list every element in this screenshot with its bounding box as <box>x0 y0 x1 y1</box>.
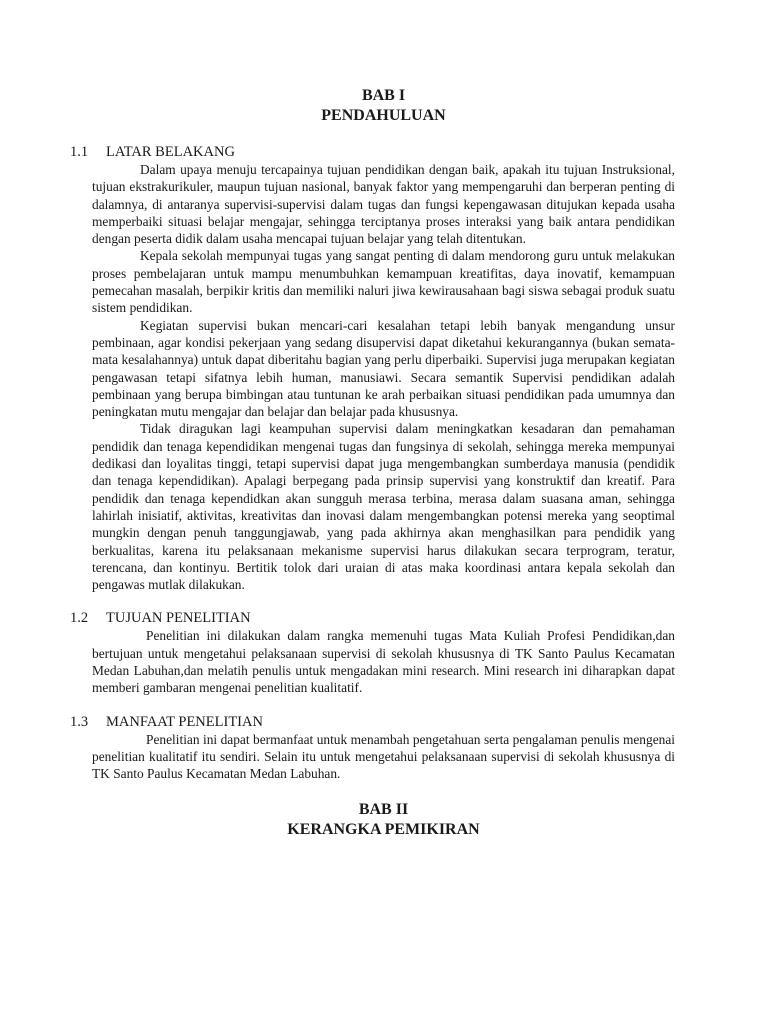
section-number: 1.2 <box>70 610 89 627</box>
section-heading <box>70 610 675 627</box>
paragraph: Dalam upaya menuju tercapainya tujuan pendidikan dengan baik, apakah itu tujuan Instruksional, tujuan ekstrakurikuler, maupun tujuan nasional, banyak faktor yang mempengaruhi dan berperan penting di dalamnya, di antaranya supervisi-supervisi dalam tugas dan fungsi kepengawasan ditujukan kepada usaha memperbaiki situasi belajar mengajar, sehingga terciptanya proses interaksi yang baik antara pendidikan dengan peserta didik dalam usaha mencapai tujuan belajar yang telah ditentukan. <box>92 162 675 247</box>
chapter-2-heading <box>92 800 675 840</box>
section-title: TUJUAN PENELITIAN <box>106 610 251 627</box>
chapter-title: KERANGKA PEMIKIRAN <box>287 820 480 838</box>
section-tujuan-penelitian <box>70 610 675 696</box>
paragraph: Kepala sekolah mempunyai tugas yang sangat penting di dalam mendorong guru untuk melakukan proses pembelajaran untuk mampu menumbuhkan kemampuan kreatifitas, daya inovatif, kemampuan pemecahan masalah, berpikir kritis dan memiliki naluri jiwa kewirausahaan bagi siswa sebagai produk suatu sistem pendidikan. <box>92 248 675 316</box>
paragraph: Kegiatan supervisi bukan mencari-cari kesalahan tetapi lebih banyak mengandung unsur pembinaan, agar kondisi pekerjaan yang sedang disupervisi dapat diketahui kekurangannya (bukan semata-mata kesalahannya) untuk dapat diberitahu bagian yang perlu diperbaiki. Supervisi juga merupakan kegiatan pengawasan tetapi sifatnya lebih human, manusiawi. Secara semantik Supervisi pendidikan adalah pembinaan yang berupa bimbingan atau tuntunan ke arah perbaikan situasi pendidikan pada umumnya dan peningkatan mutu mengajar dan belajar dan belajar pada khususnya. <box>92 317 675 420</box>
chapter-title: PENDAHULUAN <box>321 107 446 124</box>
section-heading <box>70 714 675 731</box>
section-number: 1.1 <box>70 144 89 160</box>
section-title: LATAR BELAKANG <box>106 144 235 160</box>
chapter-number: BAB I <box>361 87 406 104</box>
chapter-1-heading <box>92 86 675 126</box>
document-page <box>70 86 675 858</box>
paragraph: Tidak diragukan lagi keampuhan supervisi dalam meningkatkan kesadaran dan pemahaman pendidik dan tenaga kependidikan mengenai tugas dan fungsinya di sekolah, sehingga mereka mempunyai dedikasi dan loyalitas tinggi, tetapi supervisi dapat juga mengembangkan sumberdaya manusia (pendidik dan tenaga kependidikan). Apalagi berpegang pada prinsip supervisi yang konstruktif dan kreatif. Para pendidik dan tenaga kependidkan akan sungguh merasa terbina, merasa dalam suasana aman, sehingga lahirlah inisiatif, aktivitas, kreativitas dan inovasi dalam mengembangkan potensi mereka yang seoptimal mungkin dengan penuh tanggungjawab, yang pada akhirnya akan menghasilkan para pendidik yang berkualitas, karena itu pelaksanaan mekanisme supervisi harus dilakukan secara terprogram, teratur, terencana, dan kontinyu. Bertitik tolok dari uraian di atas maka koordinasi antara kepala sekolah dan pengawas mutlak dilakukan. <box>92 421 675 593</box>
paragraph: Penelitian ini dapat bermanfaat untuk menambah pengetahuan serta pengalaman penulis mengenai penelitian kualitatif itu sendiri. Selain itu untuk mengetahui pelaksanaan supervisi di sekolah khususnya di TK Santo Paulus Kecamatan Medan Labuhan. <box>92 731 675 782</box>
section-number: 1.3 <box>70 713 89 730</box>
chapter-number: BAB II <box>358 800 409 818</box>
section-heading <box>70 144 675 161</box>
section-manfaat-penelitian <box>70 713 675 783</box>
paragraph: Penelitian ini dilakukan dalam rangka memenuhi tugas Mata Kuliah Profesi Pendidikan,dan bertujuan untuk mengetahui pelaksanaan supervisi di sekolah khususnya di TK Santo Paulus Kecamatan Medan Labuhan,dan melatih penulis untuk mengadakan mini research. Mini research ini diharapkan dapat memberi gambaran mengenai penelitian kualitatif. <box>92 628 675 696</box>
section-latar-belakang <box>70 144 675 593</box>
section-title: MANFAAT PENELITIAN <box>106 713 263 730</box>
